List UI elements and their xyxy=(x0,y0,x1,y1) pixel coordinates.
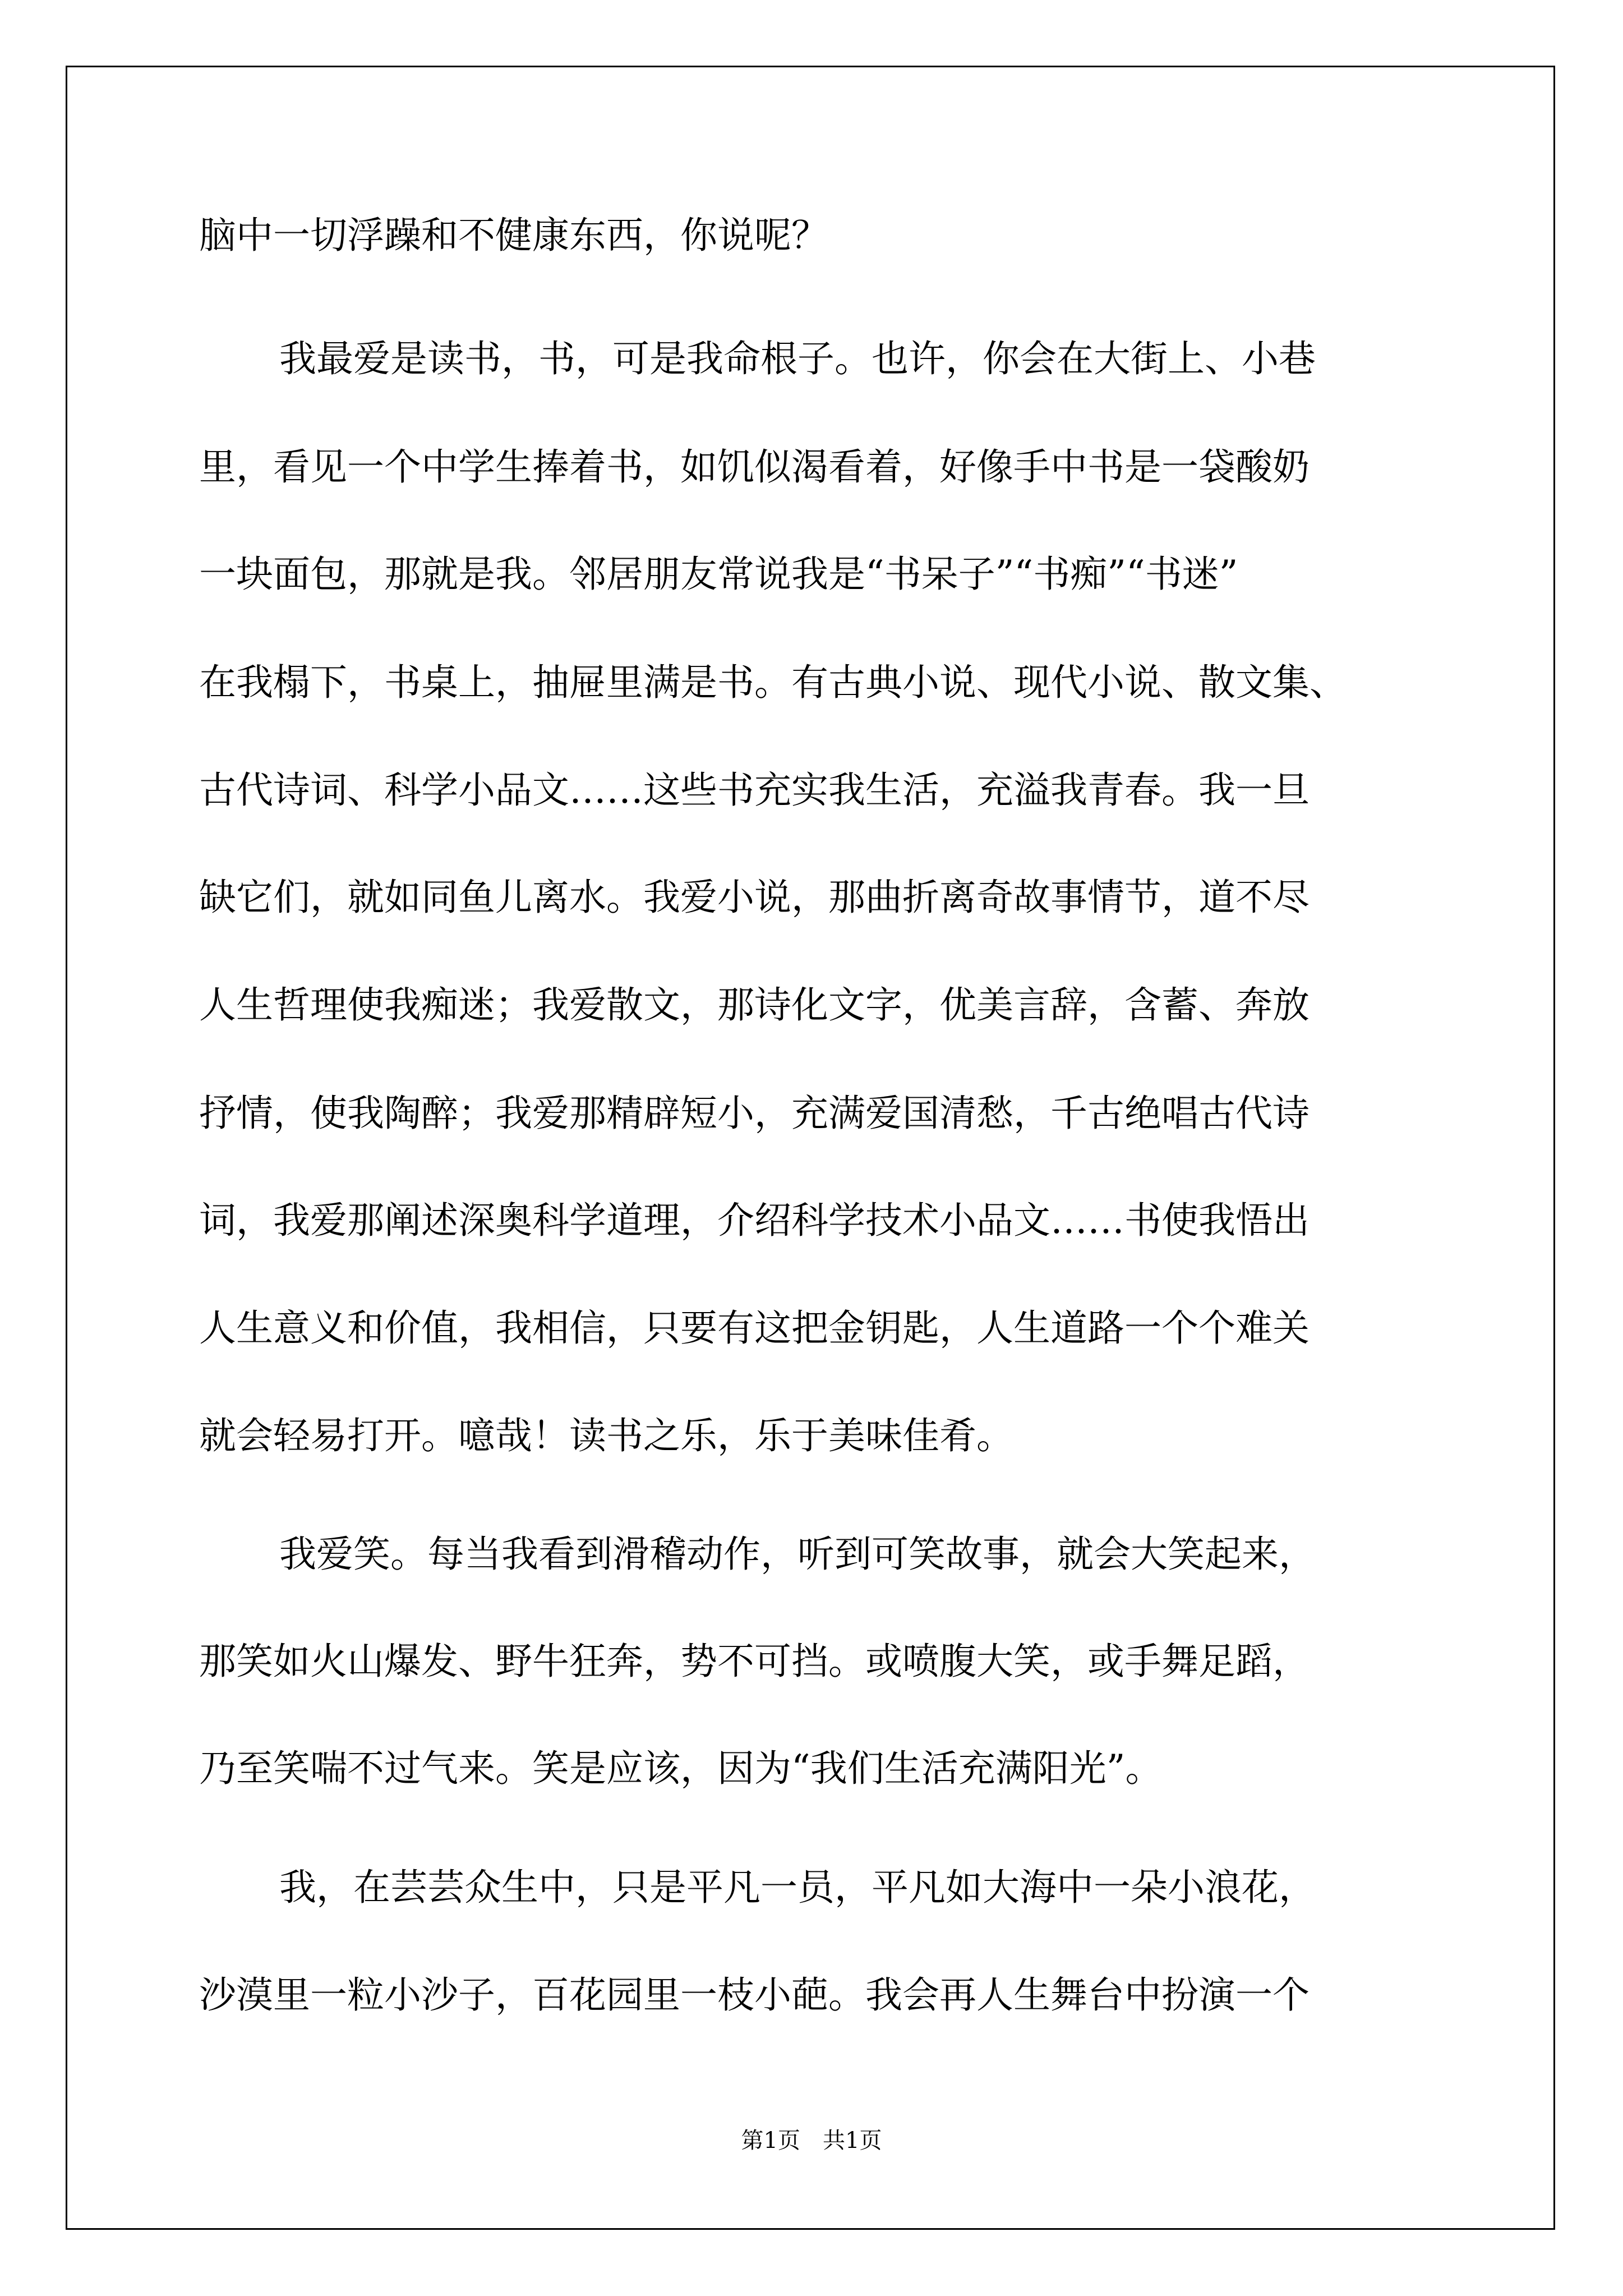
text-line: 在我榻下，书桌上，抽屉里满是书。有古典小说、现代小说、散文集、 xyxy=(199,661,1347,704)
text-line: 人生意义和价值，我相信，只要有这把金钥匙，人生道路一个个难关 xyxy=(199,1306,1310,1350)
text-line: 抒情，使我陶醉；我爱那精辟短小，充满爱国清愁，千古绝唱古代诗 xyxy=(199,1092,1310,1135)
text-line: 古代诗词、科学小品文……这些书充实我生活，充溢我青春。我一旦 xyxy=(199,769,1310,812)
text-line: 沙漠里一粒小沙子，百花园里一枝小葩。我会再人生舞台中扮演一个 xyxy=(199,1973,1310,2017)
paragraph-start-line: 我，在芸芸众生中，只是平凡一员，平凡如大海中一朵小浪花， xyxy=(279,1866,1316,1909)
text-line: 脑中一切浮躁和不健康东西，你说呢？ xyxy=(199,214,828,257)
text-line: 一块面包，那就是我。邻居朋友常说我是“书呆子”“书痴”“书迷” xyxy=(199,553,1238,596)
paragraph-start-line: 我爱笑。每当我看到滑稽动作，听到可笑故事，就会大笑起来， xyxy=(279,1533,1316,1576)
text-line: 缺它们，就如同鱼儿离水。我爱小说，那曲折离奇故事情节，道不尽 xyxy=(199,876,1310,919)
text-line: 词，我爱那阐述深奥科学道理，介绍科学技术小品文……书使我悟出 xyxy=(199,1199,1310,1242)
paragraph-start-line: 我最爱是读书，书，可是我命根子。也许，你会在大街上、小巷 xyxy=(279,337,1316,380)
text-line: 那笑如火山爆发、野牛狂奔，势不可挡。或喷腹大笑，或手舞足蹈， xyxy=(199,1640,1310,1683)
page-number-footer: 第1页 共1页 xyxy=(741,2128,882,2154)
text-line: 里，看见一个中学生捧着书，如饥似渴看着，好像手中书是一袋酸奶 xyxy=(199,445,1310,489)
text-line: 乃至笑喘不过气来。笑是应该，因为“我们生活充满阳光”。 xyxy=(199,1747,1163,1790)
text-line: 人生哲理使我痴迷；我爱散文，那诗化文字，优美言辞，含蓄、奔放 xyxy=(199,983,1310,1027)
text-line: 就会轻易打开。噫哉！读书之乐，乐于美味佳肴。 xyxy=(199,1414,1013,1457)
